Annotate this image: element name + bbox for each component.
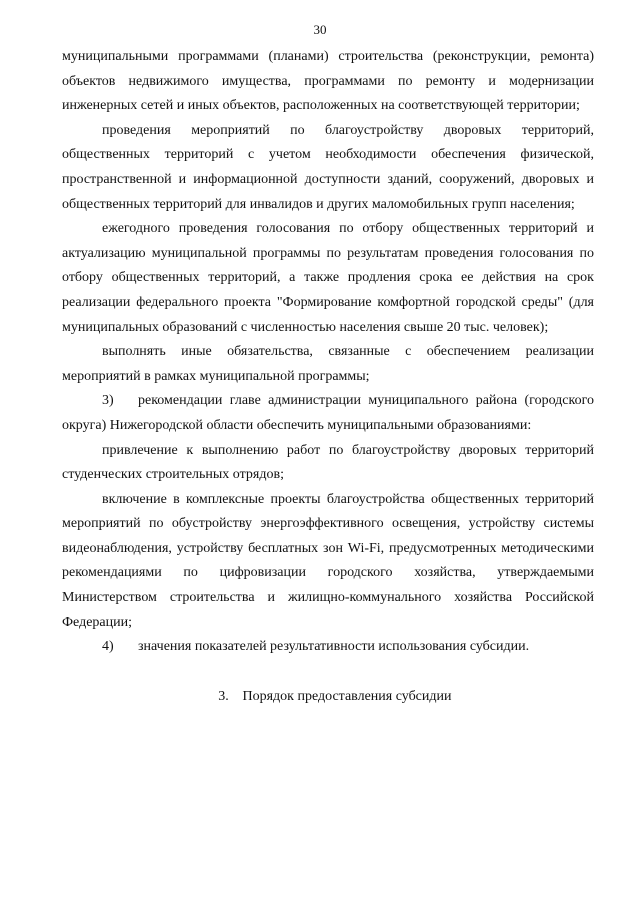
paragraph-improvement-measures: проведения мероприятий по благоустройству дворовых территорий, общественных территорий с учетом необходимости обеспечения физической, пространственной и информационной доступности зданий, сооружений, дворовых и общественных территорий для инвалидов и других маломобильных групп населения; bbox=[62, 122, 594, 212]
list-item-3-text: рекомендации главе администрации муниципального района (городского округа) Нижегородской области обеспечить муниципальными образованиями: bbox=[62, 393, 594, 433]
document-body bbox=[62, 45, 594, 709]
list-item-3 bbox=[62, 389, 594, 438]
paragraph-annual-voting: ежегодного проведения голосования по отбору общественных территорий и актуализацию муниципальной программы по результатам проведения голосования по отбору общественных территорий, а также продления срока ее действия на срок реализации федерального проекта "Формирование комфортной городской среды" (для муниципальных образований с численностью населения свыше 20 тыс. человек); bbox=[62, 221, 594, 335]
paragraph-student-teams: привлечение к выполнению работ по благоустройству дворовых территорий студенческих строительных отрядов; bbox=[62, 442, 594, 483]
paragraph-continuation: муниципальными программами (планами) строительства (реконструкции, ремонта) объектов недвижимого имущества, программами по ремонту и модернизации инженерных сетей и иных объектов, расположенных на соответствующей территории; bbox=[62, 49, 594, 114]
page-number: 30 bbox=[313, 22, 327, 37]
list-item-4-number: 4) bbox=[102, 639, 114, 655]
section-heading bbox=[62, 685, 594, 710]
section-title: Порядок предоставления субсидии bbox=[242, 688, 452, 704]
list-item-4-text: значения показателей результативности использования субсидии. bbox=[138, 639, 530, 655]
paragraph-complex-projects: включение в комплексные проекты благоустройства общественных территорий мероприятий по обустройству энергоэффективного освещения, устройству системы видеонаблюдения, устройству бесплатных зон Wi-Fi, предусмотренных методическими рекомендациями по цифровизации городского хозяйства, утверждаемыми Министерством строительства и жилищно-коммунального хозяйства Российской Федерации; bbox=[62, 491, 594, 630]
list-item-3-number: 3) bbox=[102, 393, 114, 409]
paragraph-other-obligations: выполнять иные обязательства, связанные с обеспечением реализации мероприятий в рамках муниципальной программы; bbox=[62, 344, 594, 384]
section-number: 3. bbox=[218, 688, 229, 704]
list-item-4 bbox=[62, 635, 594, 660]
